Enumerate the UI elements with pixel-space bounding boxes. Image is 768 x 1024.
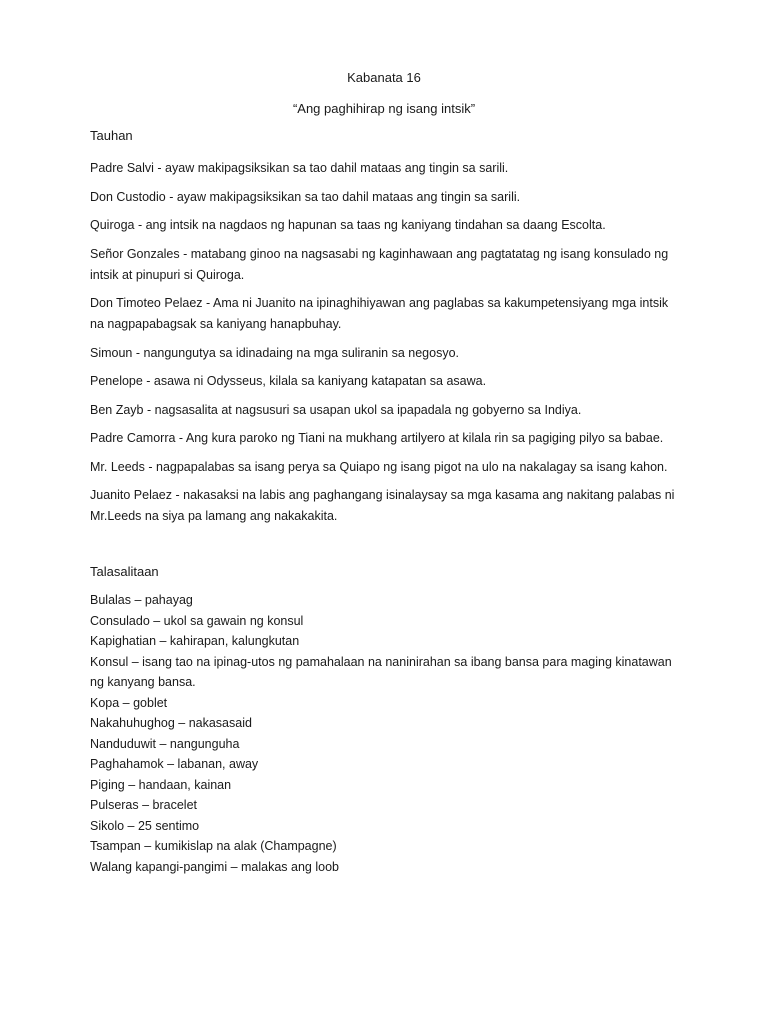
character-entry [90, 293, 675, 335]
character-description: - ayaw makipagsiksikan sa tao dahil mataas ang tingin sa sarili. [165, 189, 521, 204]
character-entry [90, 187, 675, 208]
character-entry [90, 158, 675, 179]
character-description: - nangungutya sa idinadaing na mga suliranin sa negosyo. [132, 345, 460, 360]
glossary-item: Sikolo – 25 sentimo [90, 818, 200, 833]
character-name: Don Timoteo Pelaez [90, 296, 203, 310]
character-name: Penelope [90, 374, 143, 388]
character-description: - ayaw makipagsiksikan sa tao dahil mataas ang tingin sa sarili. [153, 161, 509, 175]
character-name: Simoun [90, 345, 133, 360]
glossary-list [90, 590, 680, 877]
chapter-title: Kabanata 16 [347, 70, 421, 85]
character-entry [90, 428, 675, 449]
glossary-item: Pulseras – bracelet [90, 798, 198, 812]
character-description: - nakasaksi na labis ang paghangang isinalaysay sa mga kasama ang nakitang palabas ni Mr.Leeds na siya pa lamang ang nakakakita. [90, 488, 675, 523]
character-name: Señor Gonzales [90, 246, 180, 261]
glossary-item: Kopa – goblet [90, 695, 168, 710]
glossary-item: Bulalas – pahayag [90, 593, 193, 607]
characters-heading: Tauhan [90, 128, 133, 143]
character-name: Padre Salvi [90, 161, 154, 175]
glossary-item: Konsul – isang tao na ipinag-utos ng pamahalaan na naninirahan sa ibang bansa para maging kinatawan ng kanyang bansa. [90, 654, 672, 689]
character-name: Juanito Pelaez [90, 488, 173, 502]
glossary-item: Nanduduwit – nangunguha [90, 736, 240, 751]
glossary-item: Piging – handaan, kainan [90, 777, 232, 792]
character-entry [90, 457, 675, 478]
character-entry [90, 485, 675, 527]
glossary-item: Paghahamok – labanan, away [90, 757, 259, 771]
character-entry [90, 371, 675, 392]
character-name: Ben Zayb [90, 402, 144, 417]
character-description: - asawa ni Odysseus, kilala sa kaniyang katapatan sa asawa. [142, 374, 487, 388]
character-entry [90, 244, 675, 286]
glossary-heading: Talasalitaan [90, 564, 159, 579]
character-description: - Ama ni Juanito na ipinaghihiyawan ang paglabas sa kakumpetensiyang mga intsik na nagpapabagsak sa kaniyang hanapbuhay. [90, 296, 669, 331]
character-entry [90, 215, 675, 236]
character-entry [90, 343, 675, 364]
character-entry [90, 400, 675, 421]
glossary-item: Walang kapangi-pangimi – malakas ang loob [90, 859, 339, 874]
character-name: Don Custodio [90, 189, 166, 204]
glossary-item: Tsampan – kumikislap na alak (Champagne) [90, 839, 337, 853]
character-description: - ang intsik na nagdaos ng hapunan sa taas ng kaniyang tindahan sa daang Escolta. [134, 218, 606, 232]
character-description: - matabang ginoo na nagsasabi ng kaginhawaan ang pagtatatag ng isang konsulado ng intsik at pinupuri si Quiroga. [90, 246, 669, 282]
characters-list [90, 158, 675, 535]
character-description: - nagpapalabas sa isang perya sa Quiapo ng isang pigot na ulo na nakalagay sa isang kahon. [144, 459, 668, 474]
character-description: - Ang kura paroko ng Tiani na mukhang artilyero at kilala rin sa pagiging pilyo sa babae. [175, 431, 664, 445]
character-name: Padre Camorra [90, 431, 176, 445]
glossary-item: Nakahuhughog – nakasasaid [90, 716, 252, 730]
character-description: - nagsasalita at nagsusuri sa usapan ukol sa ipapadala ng gobyerno sa Indiya. [143, 402, 582, 417]
glossary-item: Consulado – ukol sa gawain ng konsul [90, 613, 304, 628]
glossary-item: Kapighatian – kahirapan, kalungkutan [90, 634, 300, 648]
chapter-subtitle: “Ang paghihirap ng isang intsik” [292, 101, 476, 116]
character-name: Quiroga [90, 218, 135, 232]
character-name: Mr. Leeds [90, 459, 145, 474]
